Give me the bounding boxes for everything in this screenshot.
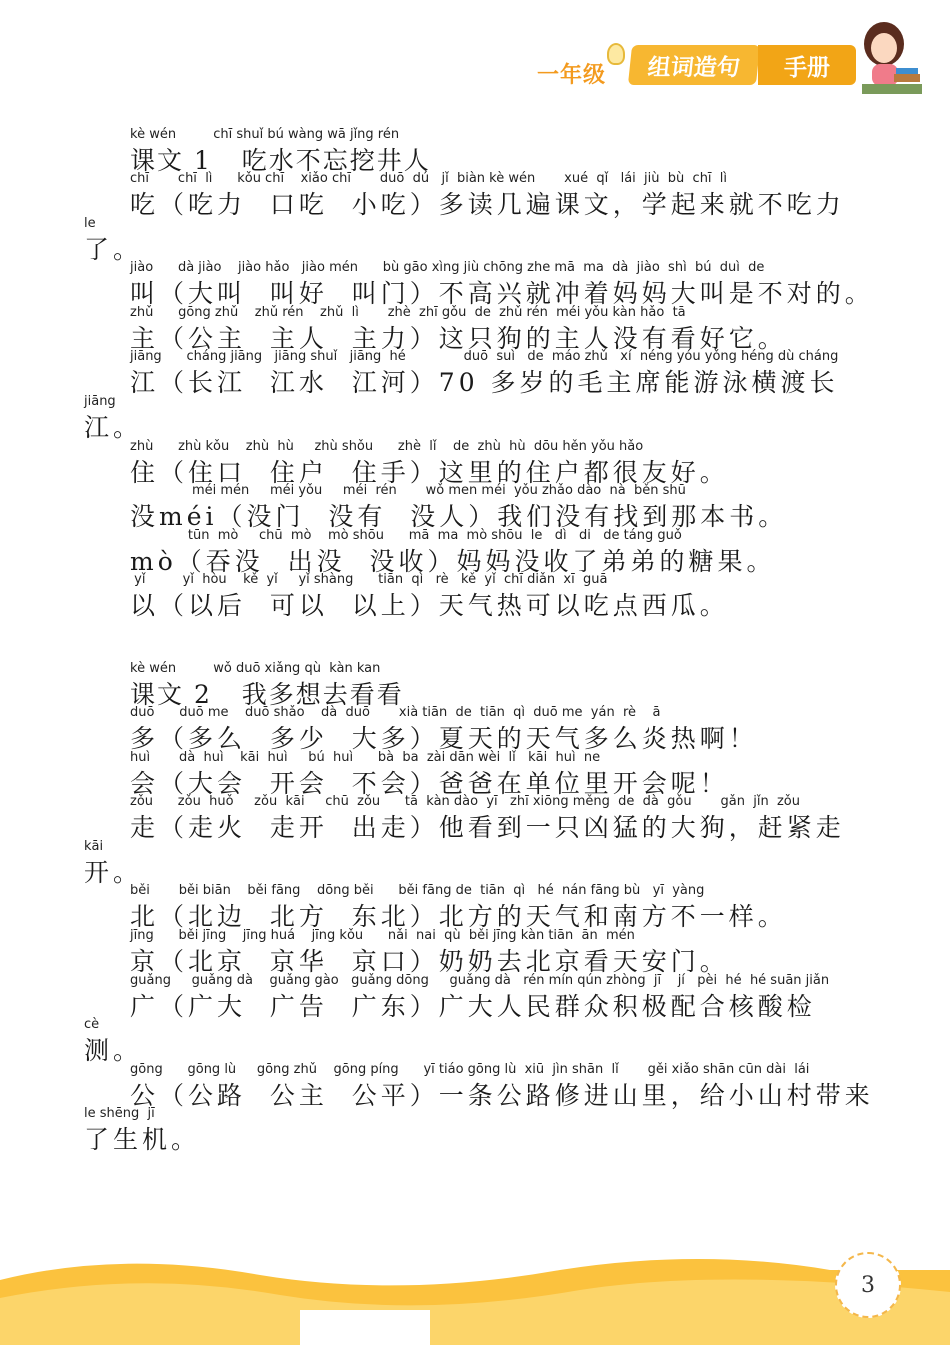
teacher-illustration-icon bbox=[852, 16, 922, 96]
book-title-banner: 组词造句 bbox=[628, 45, 760, 85]
pinyin-line: jiào dà jiào jiào hǎo jiào mén bù gāo xìng jiù chōng zhe mā ma dà jiào shì bú duì de bbox=[130, 260, 765, 276]
pinyin-line: duō duō me duō shǎo dà duō xià tiān de tiān qì duō me yán rè ā bbox=[130, 705, 661, 720]
pinyin-line: běi běi biān běi fāng dōng běi běi fāng de tiān qì hé nán fāng bù yī yàng bbox=[130, 883, 705, 899]
footer-decoration bbox=[0, 1240, 950, 1345]
pinyin-line: kāi bbox=[84, 838, 104, 854]
pinyin-line: cè bbox=[84, 1017, 100, 1033]
pinyin-line: chī chī lì kǒu chī xiǎo chī duō dú jǐ biàn kè wén xué qǐ lái jiù bù chī lì bbox=[130, 171, 728, 186]
book-subtitle-banner: 手册 bbox=[758, 45, 856, 85]
hanzi-line: 了。 bbox=[84, 234, 143, 264]
pinyin-line: tūn mò chū mò mò shōu mā ma mò shōu le dì di de táng guǒ bbox=[130, 527, 682, 543]
hanzi-line: 吃（吃力 口吃 小吃）多读几遍课文，学起来就不吃力 bbox=[130, 190, 845, 219]
pinyin-line: zhǔ gōng zhǔ zhǔ rén zhǔ lì zhè zhī gǒu de zhǔ rén méi yǒu kàn hǎo tā bbox=[130, 304, 686, 320]
hanzi-line: 京（北京 京华 京口）奶奶去北京看天安门。 bbox=[130, 947, 729, 976]
hanzi-line: mò（吞没 出没 没收）妈妈没收了弟弟的糖果。 bbox=[130, 546, 776, 576]
pinyin-line: zhù zhù kǒu zhù hù zhù shǒu zhè lǐ de zhù hù dōu hěn yǒu hǎo bbox=[130, 438, 644, 454]
hanzi-line: 广（广大 广告 广东）广大人民群众积极配合核酸检 bbox=[130, 991, 816, 1021]
pinyin-line: jiāng bbox=[84, 394, 116, 409]
pinyin-line: jiāng cháng jiāng jiāng shuǐ jiāng hé duō suì de máo zhǔ xí néng yóu yǒng héng dù cháng bbox=[130, 349, 839, 365]
hanzi-line: 江（长江 江水 江河）70 多岁的毛主席能游泳横渡长 bbox=[130, 368, 839, 398]
hanzi-line: 开。 bbox=[84, 857, 143, 887]
lesson-title-text: 课文 2 我多想去看看 bbox=[130, 680, 404, 709]
page-number: 3 bbox=[835, 1252, 901, 1318]
hanzi-line: 江。 bbox=[84, 413, 143, 442]
pinyin-line: méi mén méi yǒu méi rén wǒ men méi yǒu zhǎo dào nà běn shū bbox=[130, 483, 686, 499]
pinyin-line: huì dà huì kāi huì bú huì bà ba zài dān wèi lǐ kāi huì ne bbox=[130, 749, 601, 765]
lightbulb-icon bbox=[607, 43, 625, 65]
lesson-title-pinyin: kè wén wǒ duō xiǎng qù kàn kan bbox=[130, 661, 381, 676]
pinyin-line: jīng běi jīng jīng huá jīng kǒu nǎi nai qù běi jīng kàn tiān ān mén bbox=[130, 928, 635, 943]
grade-label: 一年级 bbox=[537, 63, 607, 88]
hanzi-line: 住（住口 住户 住手）这里的住户都很友好。 bbox=[130, 457, 729, 487]
hanzi-line: 了生机。 bbox=[84, 1125, 201, 1155]
hanzi-line: 公（公路 公主 公平）一条公路修进山里，给小山村带来 bbox=[130, 1080, 874, 1110]
pinyin-line: le bbox=[84, 215, 96, 231]
pinyin-line: guǎng guǎng dà guǎng gào guǎng dōng guǎng dà rén mín qún zhòng jī jí pèi hé hé suān jiǎn bbox=[130, 972, 830, 988]
pinyin-line: le shēng jī bbox=[84, 1106, 155, 1122]
hanzi-line: 主（公主 主人 主力）这只狗的主人没有看好它。 bbox=[130, 323, 787, 353]
hanzi-line: 北（北边 北方 东北）北方的天气和南方不一样。 bbox=[130, 902, 787, 932]
hanzi-line: 走（走火 走开 出走）他看到一只凶猛的大狗，赶紧走 bbox=[130, 813, 845, 843]
hanzi-line: 叫（大叫 叫好 叫门）不高兴就冲着妈妈大叫是不对的。 bbox=[130, 279, 874, 309]
hanzi-line: 多（多么 多少 大多）夏天的天气多么炎热啊！ bbox=[130, 724, 758, 753]
page-header bbox=[0, 0, 950, 110]
pinyin-line: zǒu zǒu huǒ zǒu kāi chū zǒu tā kàn dào yī zhī xiōng měng de dà gǒu gǎn jǐn zǒu bbox=[130, 794, 800, 810]
lesson-title-pinyin: kè wén chī shuǐ bú wàng wā jǐng rén bbox=[130, 127, 400, 142]
pinyin-line: yǐ yǐ hòu kě yǐ yǐ shàng tiān qì rè kě yǐ chī diǎn xī guā bbox=[130, 572, 608, 588]
hanzi-line: 会（大会 开会 不会）爸爸在单位里开会呢！ bbox=[130, 768, 729, 798]
pinyin-line: gōng gōng lù gōng zhǔ gōng píng yī tiáo gōng lù xiū jìn shān lǐ gěi xiǎo shān cūn dài lái bbox=[130, 1061, 810, 1077]
hanzi-line: 以（以后 可以 以上）天气热可以吃点西瓜。 bbox=[130, 591, 729, 621]
hanzi-line: 没méi（没门 没有 没人）我们没有找到那本书。 bbox=[130, 502, 788, 532]
hanzi-line: 测。 bbox=[84, 1036, 143, 1066]
lesson-title-text: 课文 1 吃水不忘挖井人 bbox=[130, 146, 431, 175]
